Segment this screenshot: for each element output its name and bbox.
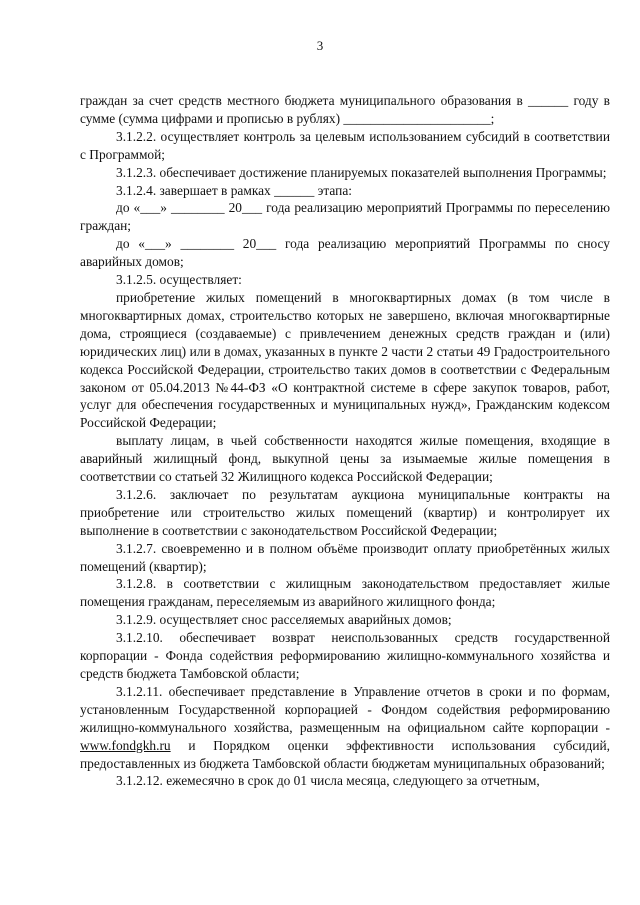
fondgkh-link[interactable]: www.fondgkh.ru <box>80 737 171 753</box>
paragraph-3-1-2-11 <box>80 683 610 773</box>
page-number: 3 <box>316 38 324 53</box>
paragraph-3-1-2-11-text-a: 3.1.2.11. обеспечивает представление в Управление отчетов в сроки и по формам, установленным Государственной корпорацией - Фондом содействия реформированию жилищно-коммунального хозяйства, размещенным на официальном сайте корпорации - <box>80 683 610 735</box>
paragraph-3-1-2-7: 3.1.2.7. своевременно и в полном объёме производит оплату приобретённых жилых помещений (квартир); <box>80 540 610 574</box>
paragraph-0: граждан за счет средств местного бюджета муниципального образования в ______ году в сумме (сумма цифрами и прописью в рублях) ______________________; <box>80 93 610 126</box>
document-body <box>80 92 610 790</box>
paragraph-3-1-2-4: 3.1.2.4. завершает в рамках ______ этапа: <box>116 182 352 198</box>
paragraph-deadline-demolition: до «___» ________ 20___ года реализацию мероприятий Программы по сносу аварийных домов; <box>80 236 610 270</box>
paragraph-3-1-2-10: 3.1.2.10. обеспечивает возврат неиспользованных средств государственной корпорации - Фонда содействия реформированию жилищно-коммунального хозяйства и средств бюджета Тамбовской области; <box>80 630 610 681</box>
paragraph-3-1-2-11-text-b: и Порядком оценки эффективности использования субсидий, предоставленных из бюджета Тамбовской области бюджетам муниципальных образований; <box>80 737 610 771</box>
paragraph-3-1-2-12: 3.1.2.12. ежемесячно в срок до 01 числа месяца, следующего за отчетным, <box>116 773 540 789</box>
paragraph-3-1-2-6: 3.1.2.6. заключает по результатам аукциона муниципальные контракты на приобретение или строительство жилых помещений (квартир) и контролирует их выполнение в соответствии с законодательством Российской Федерации; <box>80 486 610 538</box>
paragraph-3-1-2-8: 3.1.2.8. в соответствии с жилищным законодательством предоставляет жилые помещения гражданам, переселяемым из аварийного жилищного фонда; <box>80 576 610 610</box>
paragraph-acquisition: приобретение жилых помещений в многоквартирных домах (в том числе в многоквартирных домах, строительство которых не завершено, включая многоквартирные дома, строящиеся (создаваемые) с привлечением денежных средств граждан и (или) юридических лиц) или в домах, указанных в пункте 2 части 2 статьи 49 Градостроительного кодекса Российской Федерации, строительство таких домов в соответствии с Федеральным законом от 05.04.2013 №44-ФЗ «О контрактной системе в сфере закупок товаров, работ, услуг для обеспечения государственных и муниципальных нужд», Гражданским кодексом Российской Федерации; <box>80 289 610 431</box>
paragraph-3-1-2-3: 3.1.2.3. обеспечивает достижение планируемых показателей выполнения Программы; <box>116 164 607 180</box>
paragraph-deadline-resettlement: до «___» ________ 20___ года реализацию мероприятий Программы по переселению граждан; <box>80 200 610 234</box>
paragraph-payment: выплату лицам, в чьей собственности находятся жилые помещения, входящие в аварийный жилищный фонд, выкупной цены за изымаемые жилые помещения в соответствии со статьей 32 Жилищного кодекса Российской Федерации; <box>80 433 610 485</box>
paragraph-3-1-2-9: 3.1.2.9. осуществляет снос расселяемых аварийных домов; <box>116 612 452 628</box>
paragraph-3-1-2-2: 3.1.2.2. осуществляет контроль за целевым использованием субсидий в соответствии с Программой; <box>80 128 610 162</box>
paragraph-3-1-2-5: 3.1.2.5. осуществляет: <box>116 272 242 288</box>
